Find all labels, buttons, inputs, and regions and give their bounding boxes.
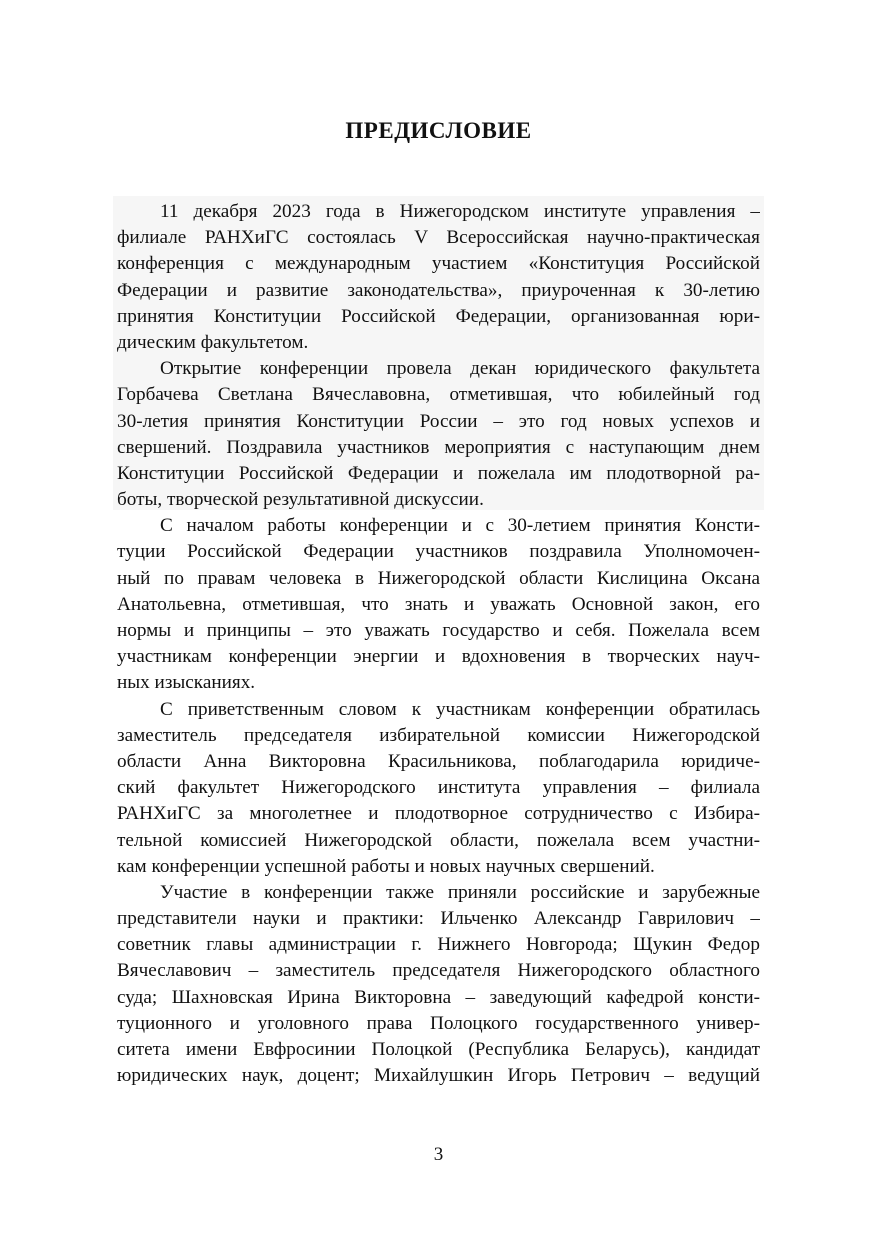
text-line: Горбачева Светлана Вячеславовна, отметившая, что юбилейный год xyxy=(117,384,760,406)
text-line: РАНХиГС за многолетнее и плодотворное сотрудничество с Избира- xyxy=(117,803,760,825)
page-number: 3 xyxy=(433,1144,444,1165)
text-line: нормы и принципы – это уважать государство и себя. Пожелала всем xyxy=(117,620,760,641)
text-line: Открытие конференции провела декан юридического факультета xyxy=(160,358,760,380)
text-line: заместитель председателя избирательной комиссии Нижегородской xyxy=(117,724,760,746)
text-line: юридических наук, доцент; Михайлушкин Игорь Петрович – ведущий xyxy=(117,1065,760,1087)
text-line: принятия Конституции Российской Федерации, организованная юри- xyxy=(117,305,760,327)
text-line: С приветственным словом к участникам конференции обратилась xyxy=(160,698,760,720)
text-line: 30-летия принятия Конституции России – это год новых успехов и xyxy=(117,410,760,432)
text-line: свершений. Поздравила участников мероприятия с наступающим днем xyxy=(117,436,760,458)
text-line: Конституции Российской Федерации и пожелала им плодотворной ра- xyxy=(117,462,760,484)
text-line: области Анна Викторовна Красильникова, поблагодарила юридиче- xyxy=(117,750,760,772)
text-line: ский факультет Нижегородского института управления – филиала xyxy=(117,777,760,799)
body-text xyxy=(117,199,760,1089)
text-line: Анатольевна, отметившая, что знать и уважать Основной закон, его xyxy=(117,593,760,615)
text-line: ный по правам человека в Нижегородской области Кислицина Оксана xyxy=(117,567,760,589)
text-line: филиале РАНХиГС состоялась V Всероссийская научно-практическая xyxy=(117,227,760,249)
text-line: участникам конференции энергии и вдохновения в творческих науч- xyxy=(117,646,760,668)
text-line: тельной комиссией Нижегородской области, пожелала всем участни- xyxy=(117,829,760,851)
text-line: боты, творческой результативной дискуссии. xyxy=(117,489,484,511)
text-line: дическим факультетом. xyxy=(117,331,309,353)
text-line: ситета имени Евфросинии Полоцкой (Республика Беларусь), кандидат xyxy=(117,1039,760,1060)
text-line: туции Российской Федерации участников поздравила Уполномочен- xyxy=(117,541,760,563)
text-line: ных изысканиях. xyxy=(117,672,256,694)
text-line: суда; Шахновская Ирина Викторовна – заведующий кафедрой консти- xyxy=(117,986,760,1008)
text-line: туционного и уголовного права Полоцкого государственного универ- xyxy=(117,1012,760,1034)
text-line: Вячеславович – заместитель председателя Нижегородского областного xyxy=(117,960,760,982)
page-title: ПРЕДИСЛОВИЕ xyxy=(345,118,532,143)
text-line: конференция с международным участием «Конституция Российской xyxy=(117,253,760,275)
text-line: 11 декабря 2023 года в Нижегородском институте управления – xyxy=(160,201,760,222)
text-line: Участие в конференции также приняли российские и зарубежные xyxy=(160,881,760,903)
text-line: С началом работы конференции и с 30-летием принятия Консти- xyxy=(160,515,760,537)
text-line: советник главы администрации г. Нижнего Новгорода; Щукин Федор xyxy=(117,934,760,956)
text-line: Федерации и развитие законодательства», приуроченная к 30-летию xyxy=(117,279,760,301)
text-line: кам конференции успешной работы и новых научных свершений. xyxy=(117,855,655,877)
text-line: представители науки и практики: Ильченко Александр Гаврилович – xyxy=(117,908,760,930)
